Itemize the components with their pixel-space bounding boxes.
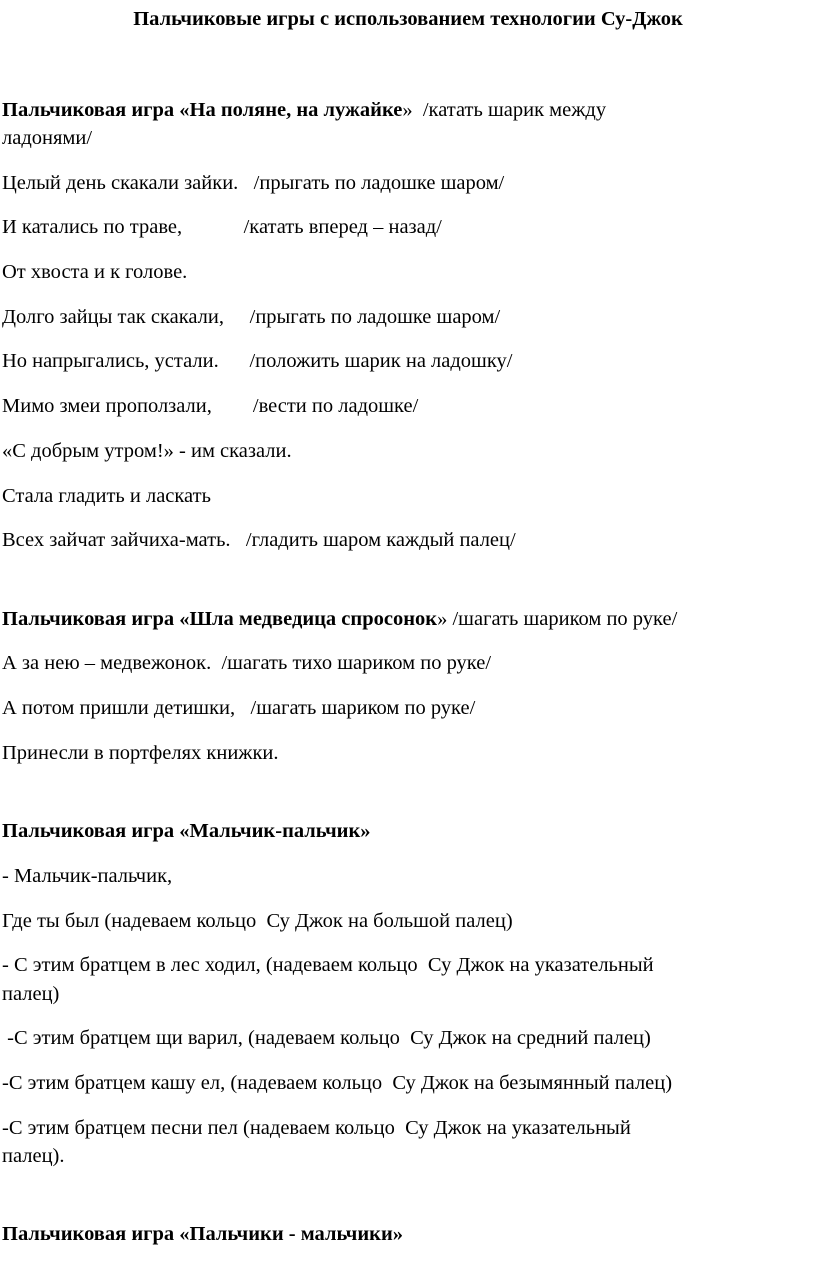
game-3-line: -С этим братцем песни пел (надеваем кольцо Су Джок на указательный	[2, 1117, 631, 1139]
game-1-heading-rest: » /катать шарик между	[402, 99, 607, 121]
game-3-line: - Мальчик-пальчик,	[2, 865, 173, 887]
game-1-line: И катались по траве, /катать вперед – назад/	[2, 216, 442, 238]
game-3-line: -С этим братцем щи варил, (надеваем кольцо Су Джок на средний палец)	[2, 1027, 651, 1049]
game-2-line: А за нею – медвежонок. /шагать тихо шариком по руке/	[2, 652, 492, 674]
game-1-line: Стала гладить и ласкать	[2, 485, 211, 507]
game-1-heading	[2, 95, 810, 125]
game-2-line: Принесли в портфелях книжки.	[2, 742, 279, 764]
document-title: Пальчиковые игры с использованием технологии Су-Джок	[133, 8, 683, 30]
game-4-heading	[2, 1219, 810, 1249]
game-3-heading	[2, 816, 810, 846]
game-1-line: Долго зайцы так скакали, /прыгать по ладошке шаром/	[2, 306, 501, 328]
game-1-line: Всех зайчат зайчиха-мать. /гладить шаром каждый палец/	[2, 529, 516, 551]
game-3-line: Где ты был (надеваем кольцо Су Джок на большой палец)	[2, 910, 513, 932]
game-1-line: Но напрыгались, устали. /положить шарик на ладошку/	[2, 350, 513, 372]
game-1-line: Целый день скакали зайки. /прыгать по ладошке шаром/	[2, 172, 505, 194]
game-2-heading	[2, 604, 810, 634]
game-2-heading-bold: Пальчиковая игра «Шла медведица спросонок	[2, 608, 438, 630]
game-1-line: От хвоста и к голове.	[2, 261, 188, 283]
game-3-line: - С этим братцем в лес ходил, (надеваем кольцо Су Джок на указательный	[2, 954, 654, 976]
game-3-line: -С этим братцем кашу ел, (надеваем кольцо Су Джок на безымянный палец)	[2, 1072, 673, 1094]
game-4-heading-bold: Пальчиковая игра «Пальчики - мальчики»	[2, 1223, 404, 1245]
game-1-line: Мимо змеи проползали, /вести по ладошке/	[2, 395, 419, 417]
game-3-line: палец)	[2, 983, 60, 1005]
game-3-line: палец).	[2, 1145, 65, 1167]
game-2-heading-rest: » /шагать шариком по руке/	[437, 608, 678, 630]
game-1-heading-cont: ладонями/	[2, 127, 93, 149]
game-3-heading-bold: Пальчиковая игра «Мальчик-пальчик»	[2, 820, 371, 842]
game-2-line: А потом пришли детишки, /шагать шариком по руке/	[2, 697, 476, 719]
game-1-heading-bold: Пальчиковая игра «На поляне, на лужайке	[2, 99, 403, 121]
game-1-line: «С добрым утром!» - им сказали.	[2, 440, 292, 462]
